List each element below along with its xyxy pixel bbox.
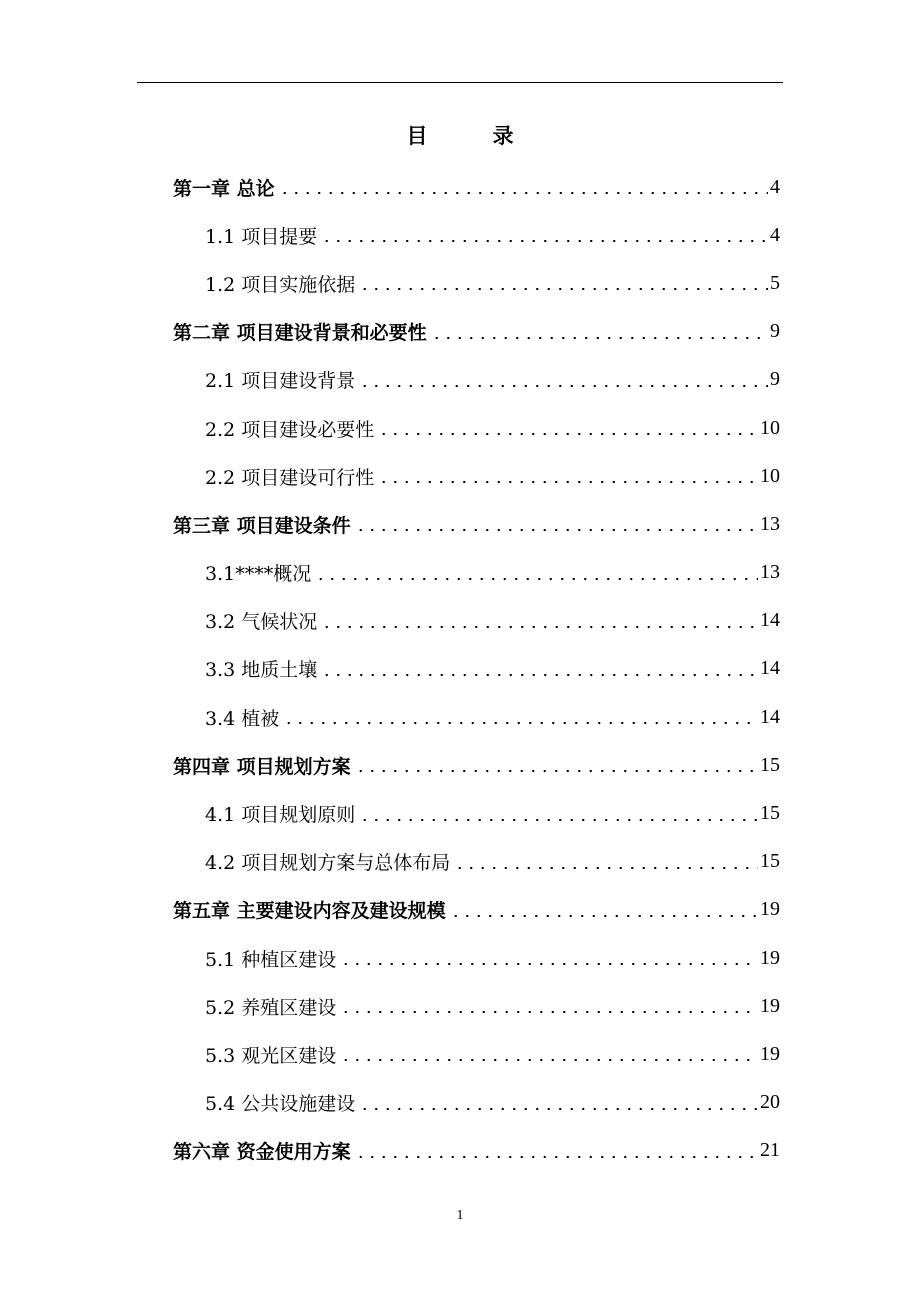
toc-entry-page: 21 xyxy=(760,1139,780,1162)
toc-dot-leader xyxy=(378,480,758,484)
toc-entry-label: 第一章 总论 xyxy=(173,177,275,200)
toc-dot-leader xyxy=(355,769,758,773)
toc-title: 目 录 xyxy=(406,123,536,148)
toc-dot-leader xyxy=(340,1010,758,1014)
toc-entry-label: 第四章 项目规划方案 xyxy=(173,755,351,778)
toc-entry-page: 13 xyxy=(760,512,780,535)
toc-section-entry[interactable] xyxy=(173,211,780,259)
toc-dot-leader xyxy=(454,866,758,870)
toc-entry-label: 5.2 养殖区建设 xyxy=(205,996,337,1019)
toc-dot-leader xyxy=(321,239,768,243)
toc-entry-label: 3.4 植被 xyxy=(205,707,280,730)
toc-dot-leader xyxy=(279,191,768,195)
toc-entry-label: 1.2 项目实施依据 xyxy=(205,273,356,296)
page-number: 1 xyxy=(456,1208,464,1223)
toc-dot-leader xyxy=(378,432,758,436)
toc-chapter-entry[interactable] xyxy=(173,1127,780,1175)
toc-dot-leader xyxy=(355,528,758,532)
toc-dot-leader xyxy=(450,914,758,918)
toc-entry-label: 5.1 种植区建设 xyxy=(205,948,337,971)
toc-dot-leader xyxy=(431,336,768,340)
toc-section-entry[interactable] xyxy=(173,693,780,741)
toc-entry-label: 5.3 观光区建设 xyxy=(205,1044,337,1067)
toc-entry-page: 15 xyxy=(760,753,780,776)
toc-chapter-entry[interactable] xyxy=(173,886,780,934)
toc-chapter-entry[interactable] xyxy=(173,500,780,548)
toc-entry-label: 5.4 公共设施建设 xyxy=(205,1093,356,1116)
toc-entry-page: 19 xyxy=(760,1042,780,1065)
toc-entry-page: 19 xyxy=(760,994,780,1017)
toc-dot-leader xyxy=(340,962,758,966)
toc-entry-page: 10 xyxy=(760,464,780,487)
toc-entry-page: 4 xyxy=(770,223,780,246)
toc-section-entry[interactable] xyxy=(173,645,780,693)
toc-entry-page: 9 xyxy=(770,368,780,391)
toc-dot-leader xyxy=(340,1058,758,1062)
toc-chapter-entry[interactable] xyxy=(173,741,780,789)
toc-dot-leader xyxy=(355,1155,758,1159)
toc-dot-leader xyxy=(359,384,768,388)
toc-entry-page: 13 xyxy=(760,561,780,584)
toc-section-entry[interactable] xyxy=(173,404,780,452)
toc-entry-label: 1.1 项目提要 xyxy=(205,225,318,248)
toc-dot-leader xyxy=(359,287,768,291)
toc-entry-label: 3.2 气候状况 xyxy=(205,611,318,634)
toc-entry-page: 14 xyxy=(760,609,780,632)
toc-entry-page: 15 xyxy=(760,850,780,873)
toc-section-entry[interactable] xyxy=(173,452,780,500)
toc-entry-label: 4.1 项目规划原则 xyxy=(205,804,356,827)
toc-entry-page: 20 xyxy=(760,1091,780,1114)
toc-entry-label: 第二章 项目建设背景和必要性 xyxy=(173,322,427,345)
toc-dot-leader xyxy=(359,818,758,822)
toc-section-entry[interactable] xyxy=(173,934,780,982)
toc-section-entry[interactable] xyxy=(173,597,780,645)
toc-section-entry[interactable] xyxy=(173,789,780,837)
toc-entry-label: 4.2 项目规划方案与总体布局 xyxy=(205,852,451,875)
toc-section-entry[interactable] xyxy=(173,982,780,1030)
toc-chapter-entry[interactable] xyxy=(173,308,780,356)
toc-entry-page: 19 xyxy=(760,946,780,969)
toc-entry-page: 5 xyxy=(770,271,780,294)
toc-section-entry[interactable] xyxy=(173,1030,780,1078)
toc-dot-leader xyxy=(321,673,758,677)
toc-entry-page: 9 xyxy=(770,320,780,343)
header-rule xyxy=(137,82,783,83)
toc-entry-label: 第五章 主要建设内容及建设规模 xyxy=(173,900,446,923)
toc-entry-label: 2.2 项目建设必要性 xyxy=(205,418,375,441)
toc-section-entry[interactable] xyxy=(173,549,780,597)
toc-entry-page: 14 xyxy=(760,657,780,680)
toc-section-entry[interactable] xyxy=(173,356,780,404)
toc-entry-page: 19 xyxy=(760,898,780,921)
toc-chapter-entry[interactable] xyxy=(173,163,780,211)
toc-entry-label: 2.1 项目建设背景 xyxy=(205,370,356,393)
toc-dot-leader xyxy=(321,625,758,629)
toc-section-entry[interactable] xyxy=(173,838,780,886)
toc-entry-page: 4 xyxy=(770,175,780,198)
toc-entry-page: 10 xyxy=(760,416,780,439)
toc-section-entry[interactable] xyxy=(173,259,780,307)
toc-entry-label: 3.1****概况 xyxy=(205,563,312,586)
toc-entry-label: 第三章 项目建设条件 xyxy=(173,514,351,537)
table-of-contents xyxy=(173,163,780,1175)
toc-entry-label: 第六章 资金使用方案 xyxy=(173,1141,351,1164)
toc-dot-leader xyxy=(283,721,758,725)
toc-dot-leader xyxy=(315,577,758,581)
toc-entry-label: 3.3 地质土壤 xyxy=(205,659,318,682)
toc-entry-page: 14 xyxy=(760,705,780,728)
toc-section-entry[interactable] xyxy=(173,1079,780,1127)
toc-entry-page: 15 xyxy=(760,802,780,825)
toc-dot-leader xyxy=(359,1107,758,1111)
toc-entry-label: 2.2 项目建设可行性 xyxy=(205,466,375,489)
